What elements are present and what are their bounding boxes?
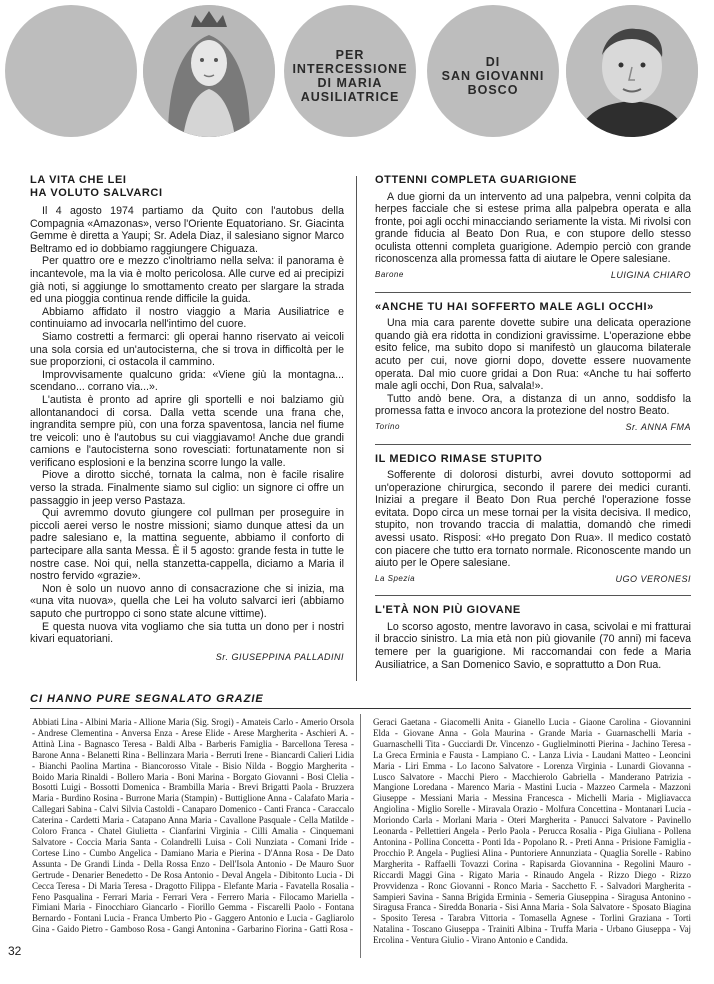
article-title: L'ETÀ NON PIÙ GIOVANE (375, 604, 521, 617)
article-paragraph: Qui avremmo dovuto giungere col pullman per proseguire in piccoli aerei verso le nostre missioni; siamo dunque attesi da un padre salesiano e, la mattina seguente, abbiamo il conforto di partecipare alla santa Messa. È il 5 agosto: grande festa in tutte le nostre case. Noi qui, nella stanzetta-cappella, diciamo a Maria il nostro fervido «grazie». (30, 507, 344, 583)
article-paragraph: Tutto andò bene. Ora, a distanza di un anno, soddisfo la promessa fatta e invoco ancora la protezione del nostro Beato. (375, 392, 691, 418)
article-place: La Spezia (375, 573, 416, 583)
article-signature: UGO VERONESI (615, 573, 691, 584)
article-paragraph: Siamo costretti a fermarci: gli operai hanno riservato ai veicoli una sola corsia ed un'autocisterna, che si trova in difficoltà per le sue proporzioni, ci ostacola il cammino. (30, 330, 344, 369)
column-divider (356, 176, 357, 681)
article-title-line: HA VOLUTO SALVARCI (30, 186, 163, 199)
header-title-line: AUSILIATRICE (300, 90, 400, 104)
article-paragraph: Per quattro ore e mezzo c'inoltriamo nella selva: il panorama è incantevole, ma la via è molto pericolosa. Alle curve ed ai precipizi già noti, si aggiunge lo smottamento creato per slargare la strada ed una pioggia continua rende difficile la guida. (30, 255, 344, 306)
header-title-line: BOSCO (467, 83, 519, 97)
thanks-heading: CI HANNO PURE SEGNALATO GRAZIE (30, 693, 691, 709)
section-divider (375, 444, 691, 445)
article-ottenni (375, 174, 691, 282)
article-anche-tu (375, 301, 691, 434)
article-paragraph: E questa nuova vita vogliamo che sia tutta un dono per i nostri kivari equatoriani. (30, 620, 344, 646)
article-title: OTTENNI COMPLETA GUARIGIONE (375, 174, 577, 186)
header-title-line: SAN GIOVANNI (441, 69, 545, 83)
article-paragraph: Una mia cara parente dovette subire una delicata operazione quando già era ridotta in condizioni gravissime. L'operazione ebbe esito felice, ma subito dopo si manifestò un glaucoma bilaterale acuto per cui, nove giorni dopo, dovette essere nuovamente operata. Dal mio cuore gridai a Don Rua: «Anche tu hai sofferto male agli occhi, Don Rua, salvala!». (375, 317, 691, 393)
article-title-line: LA VITA CHE LEI (30, 174, 127, 186)
article-title: «ANCHE TU HAI SOFFERTO MALE AGLI OCCHI» (375, 300, 654, 313)
article-signature: Sr. ANNA FMA (625, 421, 691, 432)
header-title-left (284, 5, 416, 137)
article-paragraph: L'autista è pronto ad aprire gli sportelli e noi balziamo giù allontanandoci di corsa. Dalla vetta scende una frana che, ingrandita sempre più, con una forza spaventosa, lancia nel fiume tre veicoli: uno è l'autobus su cui viaggiavamo! Anche due grandi camions e l'autocisterna sono rovesciati: fortunatamente non si verificano esplosioni e la benzina scorre lungo la valle. (30, 393, 344, 469)
article-eta (375, 604, 691, 671)
article-paragraph: A due giorni da un intervento ad una palpebra, venni colpita da herpes facciale che si estese prima alla palpebra operata e alla fronte, poi agli occhi minacciando seriamente la vista. Mi rivolsi con grande fiducia al Beato Don Rua, e con stupore dello stesso oculista ottenni completa guarigione. Adempio perciò con grande riconoscenza alla promessa fatta di aiutare le Opere salesiane. (375, 190, 691, 266)
article-il-medico (375, 453, 691, 586)
article-paragraph: Lo scorso agosto, mentre lavoravo in casa, scivolai e mi fratturai il braccio sinistro. La mia età non più giovanile (70 anni) mi faceva temere per la guarigione. Mi raccomandai con fede a Maria Ausiliatrice, a San Domenico Savio, e soprattutto a Don Rua. (375, 620, 691, 671)
article-paragraph: Il 4 agosto 1974 partiamo da Quito con l'autobus della Compagnia «Amazonas», verso l'Oriente Equatoriano. Sr. Giacinta Gemme è diretta a Yaupi; Sr. Adela Diaz, il salesiano signor Marco Beltramo ed io dobbiamo raggiungere Chiguaza. (30, 205, 344, 255)
section-divider (375, 292, 691, 293)
article-paragraph: Sofferente di dolorosi disturbi, avrei dovuto sottopormi ad un'operazione chirurgica, secondo il parere dei medici curanti. Iniziai a pregare il Beato Don Rua perché l'operazione fosse evitata. Dopo circa un mese tornai per la visita decisiva. Il medico, stupito, non trovando traccia di malattia, domandò che rimedi avessi usato. Risposi: «Ho pregato Don Rua». Il medico costatò con piacere che tutto era tornato normale. Riconoscente mando un aiuto per le Opere salesiane. (375, 469, 691, 570)
article-place: Torino (375, 421, 400, 431)
article-paragraph: Piove a dirotto sicché, tornata la calma, non è facile risalire verso la strada. Finalmente siamo sul ciglio: un signore ci offre un passaggio in jeep verso Pastaza. (30, 469, 344, 507)
article-place: Barone (375, 270, 404, 280)
article-la-vita (30, 174, 344, 663)
header-title-right (427, 5, 559, 137)
article-signature: LUIGINA CHIARO (610, 270, 691, 281)
thanks-list-right: Geraci Gaetana - Giacomelli Anita - Gianello Lucia - Giaone Carolina - Giovannini Elda - Giovane Anna - Gola Maurina - Grande Maria - Guarnaschelli Maria - Guarnaschelli Tita - Gucciardi Dr. Vincenzo - Guglielminotti Pierina - Jachino Teresa - La Greca Erminia e Fausta - Lampiano C. - Lanza Livia - Laudani Matteo - Leoncini Maria - Liri Emma - Lo Iacono Salvatore - Lorenza Virginia - Lunardi Giovanna - Lusco Salvatore - Macchi Piero - Macchierolo Gabriella - Manderano Patrizia - Mangione Loredana - Marenco Maria - Mastini Lucia - Mazzeo Carmela - Mazzoni Giuseppe - Messiani Maria - Messina Francesca - Michelli Maria - Migliavacca Angiolina - Miglio Sorelle - Miravala Orazio - Molfura Concettina - Montanari Lucia - Moriondo Carla - Morlani Maria - Oteri Margherita - Panucci Salvatore - Pavinello Leonarda - Pellettieri Angela - Perlo Paola - Perucca Rosalia - Piga Giuliana - Pollena Antonina - Pollina Concetta - Ponti Ida - Popolano R. - Preti Anna - Prisione Famiglia - Procchio P. Angela - Pugliesi Alina - Puntoriere Annunziata - Quaglia Sorelle - Rabino Margherita - Raffaelli Tovazzi Corina - Rapisarda Giovannina - Regolini Mauro - Riccardi Maggi Gina - Rigato Maria - Rinaudo Angela - Rizzo Diego - Rizzo Provvidenza - Ronc Giovanni - Ronco Maria - Sacchetto F. - Salvadori Margherita - Sampieri Savina - Sanna Brigida Erminia - Semeria Giuseppina - Siragusa Antonino - Siragusa Franca - Siredda Bonaria - Sisi Anna Maria - Sola Salvatore - Sposato Biagina - Sposito Teresa - Tarabra Vittoria - Tomasella Agnese - Torlini Graziana - Torti Natalina - Toscano Giuseppa - Trainiti Albina - Truffa Maria - Urbano Giuseppa - Vaj Ercolina - Ventura Giulio - Virano Antonio e Candida. (373, 717, 691, 946)
article-paragraph: Improvvisamente qualcuno grida: «Viene giù la montagna... scendano... corrano via...». (30, 368, 344, 394)
section-divider (375, 595, 691, 596)
article-signature: Sr. GIUSEPPINA PALLADINI (215, 651, 344, 662)
madonna-portrait-image (143, 5, 275, 137)
header-title-line: DI MARIA (317, 76, 383, 90)
don-bosco-portrait-image (566, 5, 698, 137)
header-circle-plain (5, 5, 137, 137)
page-number: 32 (8, 944, 22, 958)
article-title: IL MEDICO RIMASE STUPITO (375, 452, 543, 465)
thanks-list-left: Abbiati Lina - Albini Maria - Allione Maria (Sig. Srogi) - Amateis Carlo - Amerio Orsola - Andrese Clementina - Anversa Enza - Arese Elide - Arese Margherita - Aschieri A. - Attinà Lina - Bagnasco Teresa - Baldi Alba - Barberis Famiglia - Barcellona Teresa - Barone Anna - Belanetti Rina - Bellinzara Maria - Berruti Irene - Biancardi Calieri Lidia - Bianchi Paolina Martina - Biancorosso Vitale - Bisio Nilda - Boggio Margherita - Boido Maria Rinaldi - Bollero Maria - Boni Marina - Borgato Giovanni - Bosi Clelia - Bosotti Luigi - Bossotti Domenica - Brambilla Maria - Brevi Brigatti Paola - Bruzzera Maria - Burdino Rosina - Burrone Maria (Stampin) - Buttiglione Anna - Calafato Maria - Callegari Sabina - Calvi Silvia Castoldi - Canaparo Domenico - Canti Franca - Caraccalo Caterina - Cardetti Maria - Catapano Anna Maria - Cavallone Pasquale - Cella Matilde - Coloro Franca - Chatel Giulietta - Cianfarini Virginia - Cilli Amalia - Cinquemani Salvatore - Coccia Maria Santa - Colandrelli Luisa - Coli Nunziata - Comani Iride - Cortese Lino - Cumbo Angelica - Damiano Maria e Pierina - D'Anna Rosa - De Dato Assunta - De Grandi Linda - Della Rossa Enzo - Dell'Isola Antonio - De Mauro Suor Gertrude - Denarier Benedetto - De Rosa Antonio - Deval Angela - Dibitonto Lucia - Di Cecca Teresa - Di Maria Teresa - Dragotto Filippa - Elefante Maria - Favatella Rosalia - Feno Pasqualina - Ferrari Maria - Ferrari Vera - Ferrero Maria - Filocamo Mariella - Fimiani Maria - Finocchiaro Giancarlo - Fiorillo Gemma - Fiscarelli Paolo - Fontana Bernardo - Fontani Lucia - Franca Umberto Pio - Gaggero Antonio e Lucia - Gagliarolo Gina - Gaido Pietro - Gamboso Rosa - Gangi Antonina - Garbarino Fiorina - Gatti Rosa - (32, 717, 354, 935)
header-title-line: INTERCESSIONE (292, 62, 408, 76)
header-title-line: DI (485, 55, 501, 69)
header-title-line: PER (335, 48, 365, 62)
article-paragraph: Abbiamo affidato il nostro viaggio a Maria Ausiliatrice e continuiamo ad invocarla nell'intimo del cuore. (30, 305, 344, 331)
thanks-divider (360, 714, 361, 958)
article-paragraph: Non è solo un nuovo anno di consacrazione che si inizia, ma «una vita nuova», quella che Lei ha voluto salvarci ieri (abbiamo saputo che purtroppo ci sono state alcune vittime). (30, 582, 344, 620)
right-column (375, 174, 691, 681)
